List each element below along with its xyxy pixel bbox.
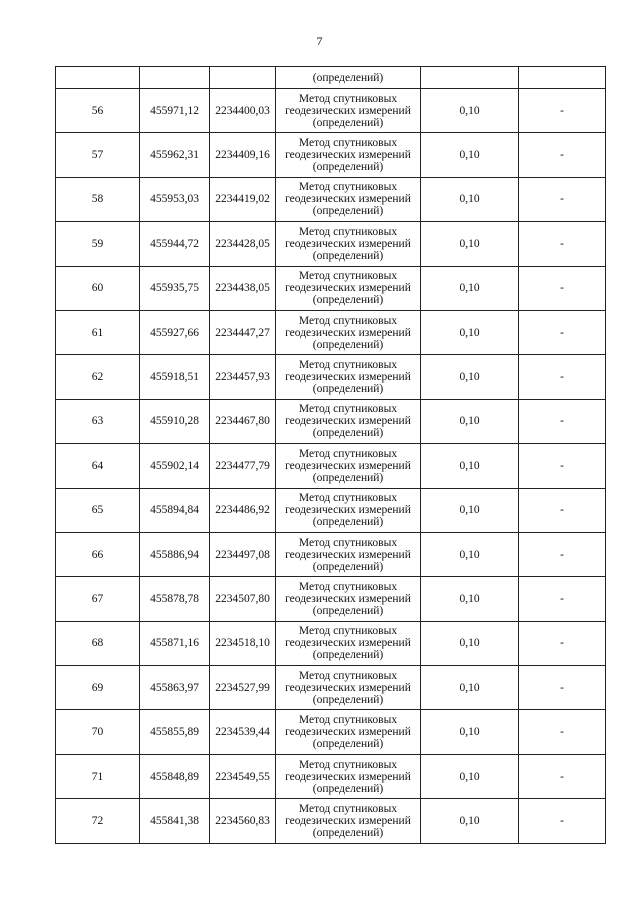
cell-note: - (519, 444, 606, 488)
method-line-3: (определений) (312, 294, 384, 307)
cell-note: - (519, 177, 606, 221)
cell-y: 2234560,83 (210, 799, 276, 843)
method-line-1: Метод спутниковых (298, 403, 398, 416)
cell-y: 2234400,03 (210, 89, 276, 133)
method-line-2: геодезических измерений (285, 149, 411, 162)
cell-y (210, 67, 276, 89)
method-line-3: (определений) (312, 205, 384, 218)
cell-x: 455886,94 (140, 532, 210, 576)
cell-number: 59 (56, 222, 140, 266)
method-line-1: Метод спутниковых (298, 580, 398, 593)
page-number: 7 (316, 34, 323, 48)
method-line-2: геодезических измерений (285, 415, 411, 428)
cell-number: 72 (56, 799, 140, 843)
method-line-3: (определений) (312, 826, 384, 839)
cell-note: - (519, 532, 606, 576)
cell-number: 60 (56, 266, 140, 310)
cell-method (276, 799, 421, 843)
cell-note: - (519, 222, 606, 266)
cell-method (276, 577, 421, 621)
table-row (56, 310, 606, 354)
method-line-1: Метод спутниковых (298, 270, 398, 283)
cell-number: 71 (56, 754, 140, 798)
method-line-2: геодезических измерений (285, 459, 411, 472)
method-line-1: Метод спутниковых (298, 314, 398, 327)
cell-accuracy: 0,10 (421, 399, 519, 443)
cell-accuracy: 0,10 (421, 666, 519, 710)
cell-note: - (519, 666, 606, 710)
cell-accuracy: 0,10 (421, 577, 519, 621)
cell-accuracy: 0,10 (421, 355, 519, 399)
cell-x: 455871,16 (140, 621, 210, 665)
cell-accuracy: 0,10 (421, 710, 519, 754)
cell-accuracy: 0,10 (421, 133, 519, 177)
method-line-1: Метод спутниковых (298, 714, 398, 727)
cell-y: 2234507,80 (210, 577, 276, 621)
cell-x: 455944,72 (140, 222, 210, 266)
cell-y: 2234419,02 (210, 177, 276, 221)
cell-note (519, 67, 606, 89)
cell-method (276, 710, 421, 754)
cell-y: 2234527,99 (210, 666, 276, 710)
cell-method (276, 621, 421, 665)
cell-x: 455918,51 (140, 355, 210, 399)
method-line-2: геодезических измерений (285, 193, 411, 206)
method-line-2: геодезических измерений (285, 504, 411, 517)
method-line-3: (определений) (312, 560, 384, 573)
cell-method (276, 310, 421, 354)
cell-note: - (519, 89, 606, 133)
cell-method (276, 177, 421, 221)
cell-x: 455841,38 (140, 799, 210, 843)
method-line-2: геодезических измерений (285, 726, 411, 739)
cell-note: - (519, 621, 606, 665)
table-row (56, 266, 606, 310)
cell-note: - (519, 399, 606, 443)
table-row (56, 799, 606, 843)
method-line-1: Метод спутниковых (298, 625, 398, 638)
cell-y: 2234549,55 (210, 754, 276, 798)
cell-method (276, 355, 421, 399)
table-row (56, 710, 606, 754)
cell-y: 2234477,79 (210, 444, 276, 488)
cell-accuracy: 0,10 (421, 177, 519, 221)
cell-note: - (519, 355, 606, 399)
cell-number: 68 (56, 621, 140, 665)
cell-x: 455962,31 (140, 133, 210, 177)
cell-x: 455878,78 (140, 577, 210, 621)
cell-number: 57 (56, 133, 140, 177)
cell-number: 69 (56, 666, 140, 710)
cell-accuracy: 0,10 (421, 444, 519, 488)
cell-method (276, 444, 421, 488)
method-line-3: (определений) (312, 249, 384, 262)
cell-y: 2234497,08 (210, 532, 276, 576)
method-line-3: (определений) (312, 738, 384, 751)
method-line-1: Метод спутниковых (298, 802, 398, 815)
method-line-2: геодезических измерений (285, 237, 411, 250)
cell-number: 67 (56, 577, 140, 621)
method-line-3: (определений) (312, 116, 384, 129)
method-line-3: (определений) (312, 427, 384, 440)
cell-method (276, 488, 421, 532)
method-line-1: Метод спутниковых (298, 536, 398, 549)
cell-y: 2234428,05 (210, 222, 276, 266)
table-row (56, 444, 606, 488)
cell-note: - (519, 266, 606, 310)
table-row (56, 532, 606, 576)
cell-x: 455971,12 (140, 89, 210, 133)
cell-x: 455953,03 (140, 177, 210, 221)
method-line-3: (определений) (312, 161, 384, 174)
table-row (56, 577, 606, 621)
table-row (56, 666, 606, 710)
cell-x: 455927,66 (140, 310, 210, 354)
method-line-3: (определений) (312, 338, 384, 351)
cell-accuracy: 0,10 (421, 799, 519, 843)
method-line-3: (определений) (312, 604, 384, 617)
cell-method (276, 133, 421, 177)
cell-x: 455894,84 (140, 488, 210, 532)
cell-accuracy: 0,10 (421, 222, 519, 266)
method-line-2: геодезических измерений (285, 681, 411, 694)
cell-method (276, 266, 421, 310)
cell-method (276, 222, 421, 266)
cell-method (276, 754, 421, 798)
table-row (56, 399, 606, 443)
method-line-2: геодезических измерений (285, 814, 411, 827)
table-row (56, 89, 606, 133)
cell-accuracy: 0,10 (421, 310, 519, 354)
cell-note: - (519, 310, 606, 354)
method-line-3: (определений) (312, 693, 384, 706)
cell-number: 62 (56, 355, 140, 399)
method-line-3: (определений) (312, 516, 384, 529)
cell-y: 2234447,27 (210, 310, 276, 354)
cell-x (140, 67, 210, 89)
method-line-1: Метод спутниковых (298, 492, 398, 505)
method-line-2: геодезических измерений (285, 548, 411, 561)
cell-x: 455935,75 (140, 266, 210, 310)
method-line-1: Метод спутниковых (298, 181, 398, 194)
cell-number: 66 (56, 532, 140, 576)
method-line-2: геодезических измерений (285, 637, 411, 650)
cell-method (276, 666, 421, 710)
cell-y: 2234457,93 (210, 355, 276, 399)
method-line-1: Метод спутниковых (298, 447, 398, 460)
method-line-2: геодезических измерений (285, 371, 411, 384)
cell-x: 455910,28 (140, 399, 210, 443)
cell-note: - (519, 488, 606, 532)
cell-y: 2234539,44 (210, 710, 276, 754)
cell-number: 65 (56, 488, 140, 532)
cell-method: (определений) (276, 67, 421, 89)
table-row (56, 177, 606, 221)
table-row (56, 754, 606, 798)
cell-accuracy: 0,10 (421, 488, 519, 532)
cell-number: 70 (56, 710, 140, 754)
cell-number: 63 (56, 399, 140, 443)
cell-method (276, 89, 421, 133)
table-row (56, 133, 606, 177)
cell-accuracy: 0,10 (421, 754, 519, 798)
cell-note: - (519, 799, 606, 843)
cell-y: 2234467,80 (210, 399, 276, 443)
method-line-3: (определений) (312, 471, 384, 484)
method-line-3: (определений) (312, 649, 384, 662)
method-line-2: геодезических измерений (285, 592, 411, 605)
method-line-2: геодезических измерений (285, 770, 411, 783)
method-line-2: геодезических измерений (285, 326, 411, 339)
cell-method (276, 532, 421, 576)
method-line-2: геодезических измерений (285, 104, 411, 117)
cell-number: 64 (56, 444, 140, 488)
cell-note: - (519, 754, 606, 798)
cell-number: 56 (56, 89, 140, 133)
cell-note: - (519, 577, 606, 621)
cell-accuracy: 0,10 (421, 621, 519, 665)
method-line-1: Метод спутниковых (298, 669, 398, 682)
cell-x: 455863,97 (140, 666, 210, 710)
cell-y: 2234409,16 (210, 133, 276, 177)
method-line-1: Метод спутниковых (298, 758, 398, 771)
table-row (56, 355, 606, 399)
cell-number: 58 (56, 177, 140, 221)
table-row (56, 488, 606, 532)
cell-method (276, 399, 421, 443)
cell-y: 2234486,92 (210, 488, 276, 532)
cell-y: 2234518,10 (210, 621, 276, 665)
method-line-2: геодезических измерений (285, 282, 411, 295)
cell-note: - (519, 133, 606, 177)
cell-number: 61 (56, 310, 140, 354)
cell-x: 455848,89 (140, 754, 210, 798)
method-line-1: Метод спутниковых (298, 92, 398, 105)
method-line-3: (определений) (312, 782, 384, 795)
cell-x: 455855,89 (140, 710, 210, 754)
coordinates-table (55, 66, 606, 844)
cell-accuracy: 0,10 (421, 266, 519, 310)
method-line-1: Метод спутниковых (298, 225, 398, 238)
cell-number (56, 67, 140, 89)
method-line-1: Метод спутниковых (298, 137, 398, 150)
cell-note: - (519, 710, 606, 754)
method-line-1: Метод спутниковых (298, 359, 398, 372)
table-row (56, 621, 606, 665)
cell-x: 455902,14 (140, 444, 210, 488)
table-row-continuation (56, 67, 606, 89)
table-body (56, 67, 606, 844)
cell-accuracy: 0,10 (421, 532, 519, 576)
cell-accuracy: 0,10 (421, 89, 519, 133)
table-row (56, 222, 606, 266)
cell-y: 2234438,05 (210, 266, 276, 310)
method-line-3: (определений) (312, 383, 384, 396)
cell-accuracy (421, 67, 519, 89)
